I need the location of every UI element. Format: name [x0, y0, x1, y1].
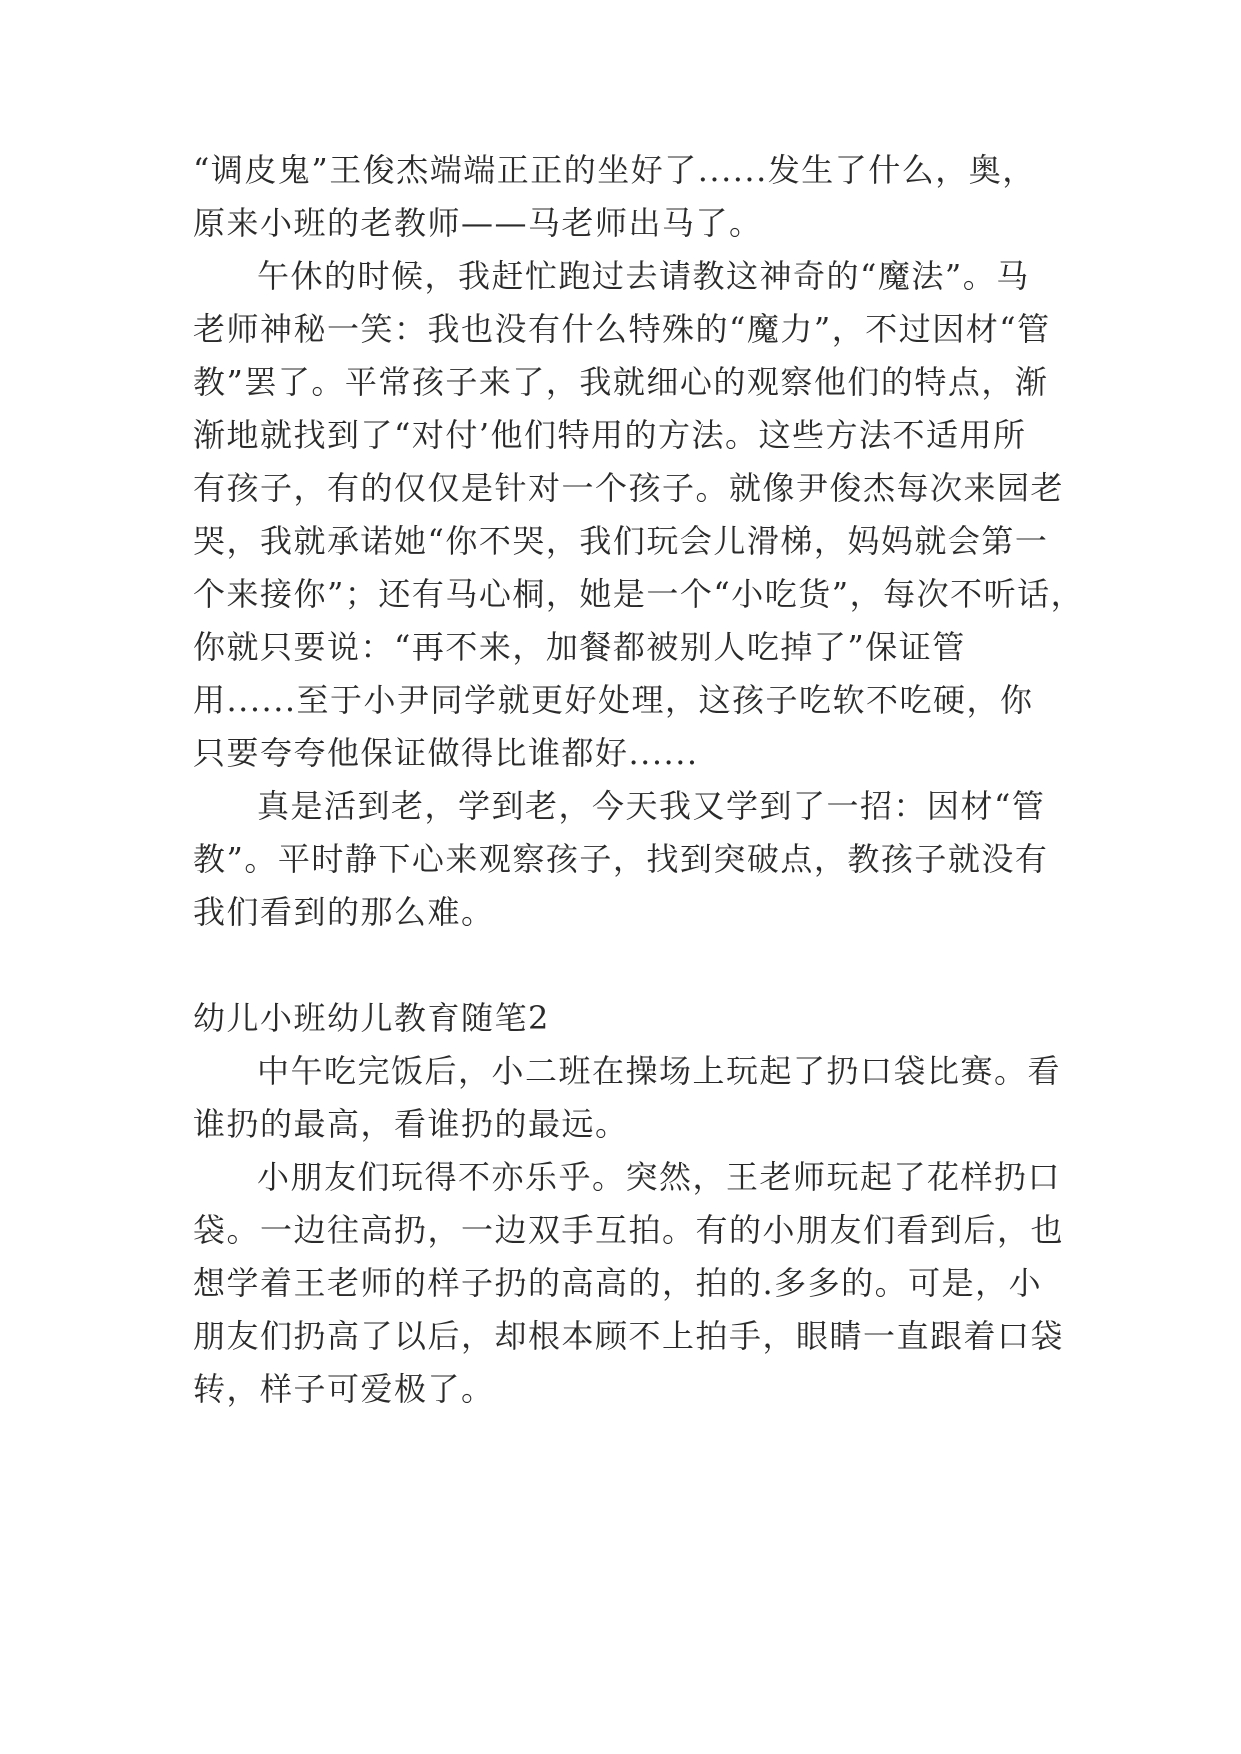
body-line: “调皮鬼”王俊杰端端正正的坐好了......发生了什么，奥，	[193, 151, 1036, 189]
body-line: 袋。一边往高扔，一边双手互拍。有的小朋友们看到后，也	[193, 1211, 1065, 1249]
body-line: 朋友们扔高了以后，却根本顾不上拍手，眼睛一直跟着口袋	[193, 1317, 1065, 1355]
body-line: 谁扔的最高，看谁扔的最远。	[193, 1105, 629, 1143]
body-line: 转，样子可爱极了。	[193, 1370, 495, 1408]
body-line: 只要夸夸他保证做得比谁都好......	[193, 734, 699, 772]
body-line: 教”罢了。平常孩子来了，我就细心的观察他们的特点，渐	[193, 363, 1049, 401]
body-line: 老师神秘一笑：我也没有什么特殊的“魔力”，不过因材“管	[193, 310, 1051, 348]
paragraph-first-line: 午休的时候，我赶忙跑过去请教这神奇的“魔法”。马	[257, 257, 1030, 295]
section-heading: 幼儿小班幼儿教育随笔2	[193, 999, 550, 1037]
paragraph-first-line: 中午吃完饭后，小二班在操场上玩起了扔口袋比赛。看	[257, 1052, 1062, 1090]
body-line: 我们看到的那么难。	[193, 893, 495, 931]
body-line: 个来接你”；还有马心桐，她是一个“小吃货”，每次不听话，	[193, 575, 1085, 613]
body-line: 用......至于小尹同学就更好处理，这孩子吃软不吃硬，你	[193, 681, 1034, 719]
body-line: 原来小班的老教师——马老师出马了。	[193, 204, 763, 242]
body-line: 想学着王老师的样子扔的高高的，拍的.多多的。可是，小	[193, 1264, 1043, 1302]
body-line: 有孩子，有的仅仅是针对一个孩子。就像尹俊杰每次来园老	[193, 469, 1065, 507]
paragraph-first-line: 真是活到老，学到老，今天我又学到了一招：因材“管	[257, 787, 1046, 825]
paragraph-first-line: 小朋友们玩得不亦乐乎。突然，王老师玩起了花样扔口	[257, 1158, 1062, 1196]
body-line: 渐地就找到了“对付’他们特用的方法。这些方法不适用所	[193, 416, 1027, 454]
body-line: 教”。平时静下心来观察孩子，找到突破点，教孩子就没有	[193, 840, 1049, 878]
body-line: 你就只要说：“再不来，加餐都被别人吃掉了”保证管	[193, 628, 966, 666]
body-line: 哭，我就承诺她“你不哭，我们玩会儿滑梯，妈妈就会第一	[193, 522, 1049, 560]
